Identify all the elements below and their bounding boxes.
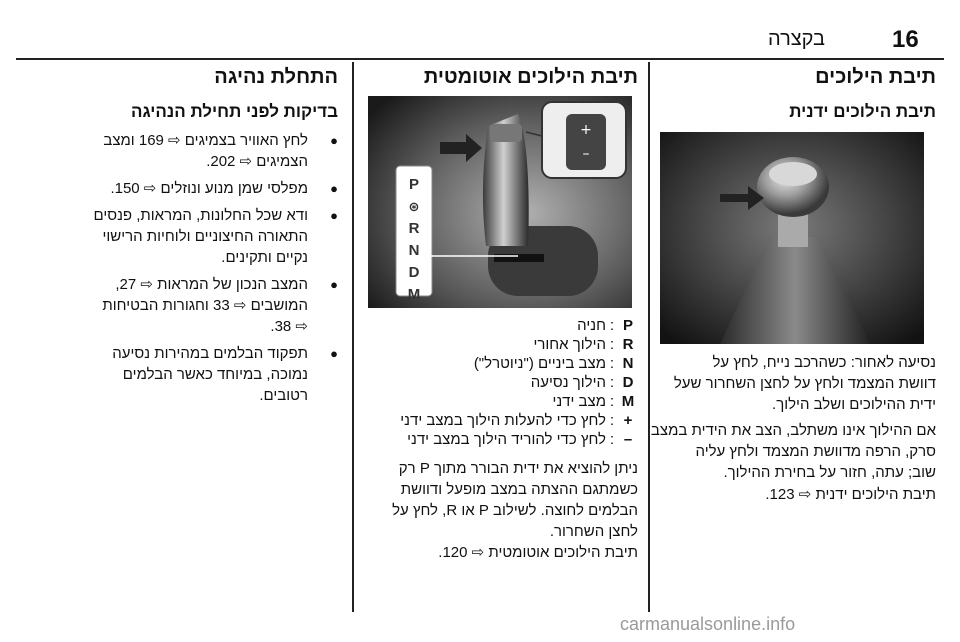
text-line: ● תפקוד הבלמים במהירות נסיעה: [112, 345, 308, 362]
gear-row-m: M : מצב ידני: [358, 392, 638, 411]
checklist-item: [16, 274, 338, 337]
gear-key: R: [622, 336, 634, 353]
column-divider-right: [648, 62, 650, 612]
text-line: ידית ההילוכים ושלב הילוך.: [772, 396, 936, 413]
pre-drive-checks-subheading: בדיקות לפני תחילת הנהיגה: [131, 102, 338, 121]
gear-row-plus: + : לחץ כדי להעלות הילוך במצב ידני: [358, 411, 638, 430]
gear-desc: חניה: [577, 317, 606, 334]
manual-transmission-subheading: תיבת הילוכים ידנית: [789, 102, 936, 121]
section-title: בקצרה: [768, 28, 826, 50]
gear-key: P: [622, 317, 633, 334]
svg-text:–: –: [582, 146, 590, 162]
gear-engage-instruction: [646, 420, 936, 483]
shift-pattern-labels: [400, 174, 428, 306]
gear-row-minus: – : לחץ כדי להוריד הילוך במצב ידני: [358, 430, 638, 449]
manual-transmission-ref[interactable]: תיבת הילוכים ידנית ⇨ 123.: [765, 486, 936, 503]
gear-key: +: [623, 412, 633, 429]
manual-gear-lever-image: [660, 132, 924, 344]
gear-key: M: [621, 393, 635, 410]
text-line: ⇨ 38.: [270, 318, 308, 335]
text-line: כשמתגם ההצתה במצב מופעל ודוושת: [400, 481, 638, 498]
checklist-item: [16, 343, 338, 406]
gear-desc: מצב ביניים ("ניוטרל"): [473, 355, 606, 372]
svg-text:+: +: [580, 122, 592, 138]
header-rule: [16, 58, 944, 60]
gear-desc: לחץ כדי להוריד הילוך במצב ידני: [407, 431, 606, 448]
gear-row-p: P : חניה: [358, 316, 638, 335]
automatic-transmission-ref[interactable]: תיבת הילוכים אוטומטית ⇨ 120.: [438, 544, 638, 561]
text-line: רטובים.: [259, 387, 308, 404]
start-driving-heading: התחלת נהיגה: [214, 66, 338, 88]
text-line: ● המצב הנכון של המראות ⇨ 27,: [115, 276, 308, 293]
text-line: נקיים ותקינים.: [221, 249, 308, 266]
gear-key: N: [622, 355, 634, 372]
gear-key: D: [622, 374, 634, 391]
reverse-instruction: [646, 352, 936, 415]
text-line: נסיעה לאחור: כשהרכב נייח, לחץ על: [712, 354, 936, 371]
manual-transmission-heading: תיבת הילוכים: [815, 66, 936, 88]
text-line: אם ההילוך אינו משתלב, הצב את הידית במצב: [650, 422, 936, 439]
shift-label: N: [408, 242, 420, 259]
text-line: נמוכה, במיוחד כאשר הבלמים: [122, 366, 308, 383]
automatic-transmission-heading: תיבת הילוכים אוטומטית: [423, 66, 638, 88]
text-line: ניתן להוציא את ידית הבורר מתוך P רק: [398, 460, 638, 477]
selector-release-instruction: [358, 458, 638, 542]
automatic-selector-image: [368, 96, 632, 308]
text-line: הצמיגים ⇨ 202.: [206, 153, 308, 170]
shift-label: R: [408, 220, 420, 237]
gear-desc: לחץ כדי להעלות הילוך במצב ידני: [400, 412, 606, 429]
text-line: המושבים ⇨ 33 וחגורות הבטיחות: [102, 297, 308, 314]
watermark[interactable]: carmanualsonline.info: [620, 614, 796, 634]
text-line: ● ודא שכל החלונות, המראות, פנסים: [93, 207, 308, 224]
text-line: סרק, הרפה מדוושת המצמד ולחץ עליה: [695, 443, 936, 460]
text-line: דוושת המצמד ולחץ על לחצן השחרור שעל: [673, 375, 936, 392]
checklist-item: [16, 205, 338, 268]
gear-desc: הילוך אחורי: [533, 336, 606, 353]
text-line: לחצן השחרור.: [549, 523, 638, 540]
shift-label: D: [408, 264, 420, 281]
checklist-item: [16, 178, 338, 199]
lock-icon: ⊛: [408, 199, 420, 214]
column-divider-left: [352, 62, 354, 612]
page-number: 16: [892, 26, 919, 53]
checklist-item: [16, 130, 338, 172]
text-line: ● מפלסי שמן מנוע ונוזלים ⇨ 150.: [110, 180, 308, 197]
gear-row-d: D : הילוך נסיעה: [358, 373, 638, 392]
shift-label: P: [408, 176, 419, 193]
gear-key: –: [623, 431, 633, 448]
text-line: ● לחץ האוויר בצמיגים ⇨ 169 ומצב: [103, 132, 308, 149]
gear-list: [358, 316, 638, 449]
text-line: התאורה החיצוניים ולוחיות הרישוי: [102, 228, 308, 245]
shift-label: M: [407, 286, 421, 303]
gear-row-n: N : מצב ביניים ("ניוטרל"): [358, 354, 638, 373]
text-line: הבלמים לחוצה. לשילוב P או R, לחץ על: [392, 502, 638, 519]
gear-desc: מצב ידני: [552, 393, 606, 410]
gear-desc: הילוך נסיעה: [530, 374, 606, 391]
checklist: [16, 130, 338, 406]
text-line: שוב; עתה, חזור על בחירת ההילוך.: [723, 464, 936, 481]
gear-row-r: R : הילוך אחורי: [358, 335, 638, 354]
